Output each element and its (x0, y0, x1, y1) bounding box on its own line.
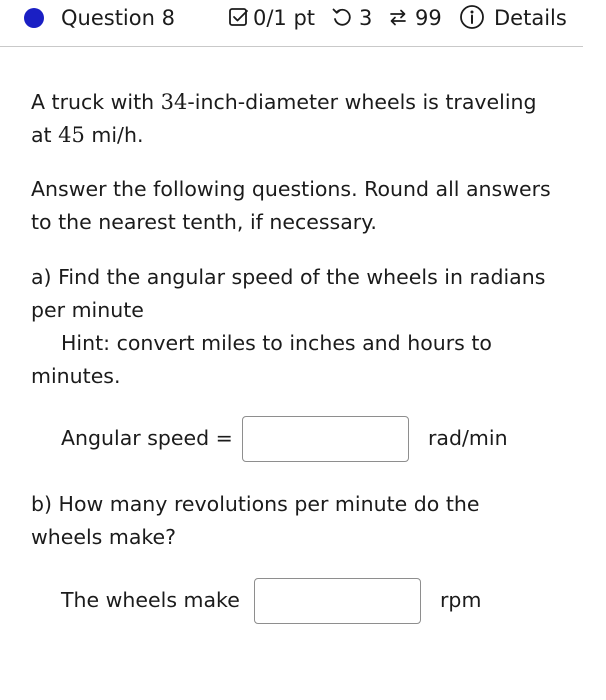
problem-text: -inch-diameter wheels is traveling (187, 90, 537, 114)
score-text: 0/1 pt (253, 6, 316, 30)
attempts-count: 99 (415, 6, 442, 30)
details-link[interactable]: Details (494, 6, 567, 30)
part-a-prompt-line-2: per minute (31, 298, 144, 322)
part-b-prompt-line-1: b) How many revolutions per minute do the (31, 492, 480, 516)
status-dot-icon (24, 8, 44, 28)
hint-line-2: minutes. (31, 364, 121, 388)
problem-text: at (31, 123, 59, 147)
problem-text: A truck with (31, 90, 161, 114)
angular-speed-unit: rad/min (428, 426, 508, 450)
header-divider (0, 46, 583, 47)
instructions-line-2: to the nearest tenth, if necessary. (31, 210, 377, 234)
revolutions-label: The wheels make (61, 588, 240, 612)
retry-icon (331, 6, 353, 28)
revolutions-input[interactable] (254, 578, 421, 624)
question-header (0, 0, 606, 47)
attempts-icon (387, 6, 409, 28)
score-checkbox-icon (228, 6, 250, 28)
question-label: Question 8 (61, 6, 175, 30)
part-b-prompt-line-2: wheels make? (31, 525, 177, 549)
problem-line-2 (31, 119, 143, 152)
angular-speed-label: Angular speed = (61, 426, 233, 450)
retries-count: 3 (359, 6, 373, 30)
info-icon[interactable] (459, 4, 485, 30)
problem-line-1 (31, 86, 537, 119)
problem-text: mi/h. (84, 123, 144, 147)
revolutions-unit: rpm (440, 588, 482, 612)
diameter-value: 34 (160, 90, 188, 114)
instructions-line-1: Answer the following questions. Round all answers (31, 177, 551, 201)
part-a-prompt-line-1: a) Find the angular speed of the wheels in radians (31, 265, 546, 289)
hint-line-1: Hint: convert miles to inches and hours to (61, 331, 492, 355)
angular-speed-input[interactable] (242, 416, 409, 462)
speed-value: 45 (58, 123, 85, 147)
